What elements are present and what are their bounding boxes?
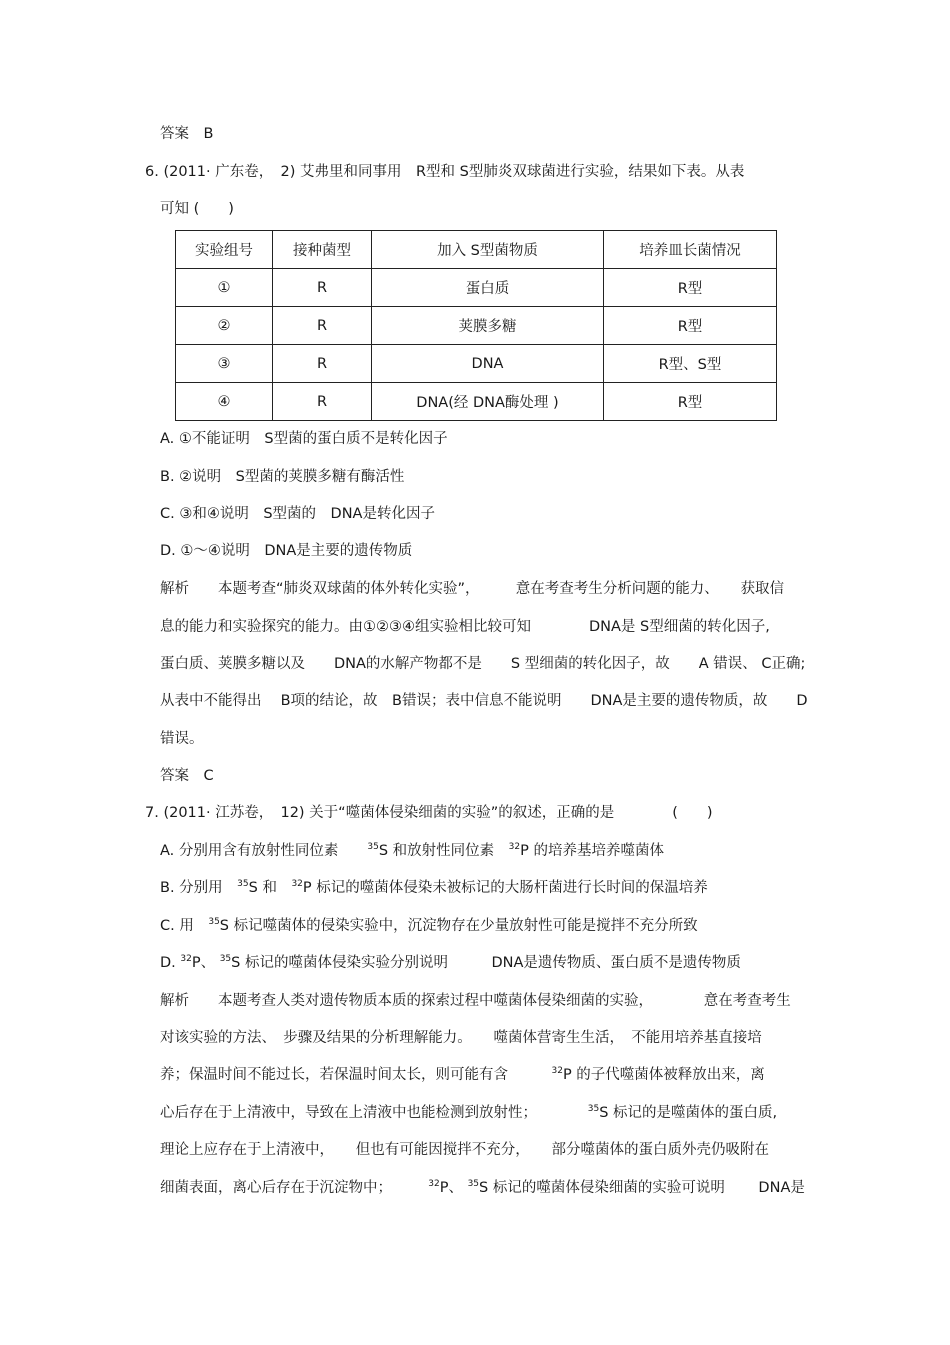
table-cell: ① bbox=[176, 269, 273, 307]
table-row bbox=[176, 307, 777, 345]
q7-option-b bbox=[160, 878, 708, 898]
text-segment: 养；保温时间不能过长，若保温时间太长，则可能有含 bbox=[160, 1067, 552, 1083]
text-segment: S 和放射性同位素 bbox=[378, 843, 509, 859]
answer-q5: 答案 B bbox=[160, 126, 214, 142]
table-cell: R bbox=[273, 383, 372, 421]
q6-option-a: A. ①不能证明 S型菌的蛋白质不是转化因子 bbox=[160, 431, 448, 447]
table-cell: ④ bbox=[176, 383, 273, 421]
q7-analysis-line bbox=[160, 1065, 765, 1085]
table-row bbox=[176, 345, 777, 383]
isotope-superscript: 32 bbox=[180, 954, 192, 964]
text-segment: D. bbox=[160, 955, 181, 971]
q7-option-a bbox=[160, 841, 664, 861]
text-segment: S 标记的噬菌体侵染实验分别说明 DNA是遗传物质、蛋白质不是遗传物质 bbox=[231, 955, 741, 971]
isotope-superscript: 32 bbox=[551, 1066, 563, 1076]
q6-stem-line2: 可知 ( ) bbox=[160, 201, 234, 217]
isotope-superscript: 35 bbox=[367, 842, 379, 852]
text-segment: S 标记的是噬菌体的蛋白质, bbox=[599, 1105, 778, 1121]
table-row bbox=[176, 269, 777, 307]
table-cell: R型 bbox=[604, 307, 777, 345]
table-header-cell: 接种菌型 bbox=[273, 231, 372, 269]
table-cell: R bbox=[273, 345, 372, 383]
table-cell: 荚膜多糖 bbox=[372, 307, 604, 345]
text-segment: S 标记的噬菌体侵染细菌的实验可说明 DNA是 bbox=[479, 1180, 805, 1196]
q6-stem-line1: 6. (2011· 广东卷， 2) 艾弗里和同事用 R型和 S型肺炎双球菌进行实验，结果如下表。从表 bbox=[145, 164, 745, 180]
table-cell: ② bbox=[176, 307, 273, 345]
isotope-superscript: 32 bbox=[428, 1179, 440, 1189]
table-cell: R型、S型 bbox=[604, 345, 777, 383]
isotope-superscript: 35 bbox=[219, 954, 232, 964]
text-segment: A. 分别用含有放射性同位素 bbox=[160, 843, 368, 859]
answer-q6: 答案 C bbox=[160, 768, 214, 784]
text-segment: P 的培养基培养噬菌体 bbox=[520, 843, 664, 859]
table-cell: R型 bbox=[604, 383, 777, 421]
isotope-superscript: 32 bbox=[291, 879, 303, 889]
text-segment: 心后存在于上清液中，导致在上清液中也能检测到放射性； bbox=[160, 1105, 588, 1121]
q7-analysis-line: 解析 本题考查人类对遗传物质本质的探索过程中噬菌体侵染细菌的实验， 意在考查考生 bbox=[160, 993, 791, 1009]
q7-stem: 7. (2011· 江苏卷， 12) 关于“噬菌体侵染细菌的实验”的叙述，正确的是 ( ) bbox=[145, 805, 713, 821]
table-cell: R型 bbox=[604, 269, 777, 307]
text-segment: S 和 bbox=[248, 880, 292, 896]
isotope-superscript: 35 bbox=[467, 1179, 480, 1189]
table-header-row bbox=[176, 231, 777, 269]
q6-analysis-line: 错误。 bbox=[160, 731, 204, 747]
q6-results-table bbox=[175, 230, 777, 421]
table-cell: 蛋白质 bbox=[372, 269, 604, 307]
text-segment: P、 bbox=[191, 955, 220, 971]
table-header-cell: 加入 S型菌物质 bbox=[372, 231, 604, 269]
q7-analysis-line: 理论上应存在于上清液中， 但也有可能因搅拌不充分， 部分噬菌体的蛋白质外壳仍吸附在 bbox=[160, 1142, 769, 1158]
text-segment: B. 分别用 bbox=[160, 880, 238, 896]
table-row bbox=[176, 383, 777, 421]
q7-analysis-line: 对该实验的方法、 步骤及结果的分析理解能力。 噬菌体营寄生生活， 不能用培养基直接培 bbox=[160, 1030, 762, 1046]
q6-analysis-line: 息的能力和实验探究的能力。由①②③④组实验相比较可知 DNA是 S型细菌的转化因子, bbox=[160, 619, 770, 635]
text-segment: C. 用 bbox=[160, 918, 209, 934]
q7-analysis-line bbox=[160, 1178, 805, 1198]
q6-analysis-line: 蛋白质、荚膜多糖以及 DNA的水解产物都不是 S 型细菌的转化因子，故 A 错误、 C正确; bbox=[160, 656, 806, 672]
table-cell: R bbox=[273, 269, 372, 307]
q6-analysis-line: 从表中不能得出 B项的结论，故 B错误；表中信息不能说明 DNA是主要的遗传物质，故 D bbox=[160, 693, 808, 709]
isotope-superscript: 35 bbox=[587, 1104, 600, 1114]
q6-option-d: D. ①～④说明 DNA是主要的遗传物质 bbox=[160, 543, 413, 559]
q6-option-b: B. ②说明 S型菌的荚膜多糖有酶活性 bbox=[160, 469, 405, 485]
text-segment: P、 bbox=[439, 1180, 468, 1196]
q7-analysis-line bbox=[160, 1103, 777, 1123]
q6-analysis-line: 解析 本题考查“肺炎双球菌的体外转化实验”， 意在考查考生分析问题的能力、 获取信 bbox=[160, 581, 785, 597]
table-cell: DNA(经 DNA酶处理 ) bbox=[372, 383, 604, 421]
isotope-superscript: 32 bbox=[508, 842, 521, 852]
q7-option-d bbox=[160, 953, 741, 973]
table-header-cell: 实验组号 bbox=[176, 231, 273, 269]
q7-option-c bbox=[160, 916, 698, 936]
table-header-cell: 培养皿长菌情况 bbox=[604, 231, 777, 269]
table-cell: DNA bbox=[372, 345, 604, 383]
text-segment: P 标记的噬菌体侵染未被标记的大肠杆菌进行长时间的保温培养 bbox=[302, 880, 708, 896]
isotope-superscript: 35 bbox=[237, 879, 249, 889]
q6-option-c: C. ③和④说明 S型菌的 DNA是转化因子 bbox=[160, 506, 435, 522]
text-segment: 细菌表面，离心后存在于沉淀物中； bbox=[160, 1180, 429, 1196]
text-segment: P 的子代噬菌体被释放出来，离 bbox=[562, 1067, 765, 1083]
table-cell: ③ bbox=[176, 345, 273, 383]
table-cell: R bbox=[273, 307, 372, 345]
text-segment: S 标记噬菌体的侵染实验中，沉淀物存在少量放射性可能是搅拌不充分所致 bbox=[219, 918, 698, 934]
isotope-superscript: 35 bbox=[208, 917, 220, 927]
